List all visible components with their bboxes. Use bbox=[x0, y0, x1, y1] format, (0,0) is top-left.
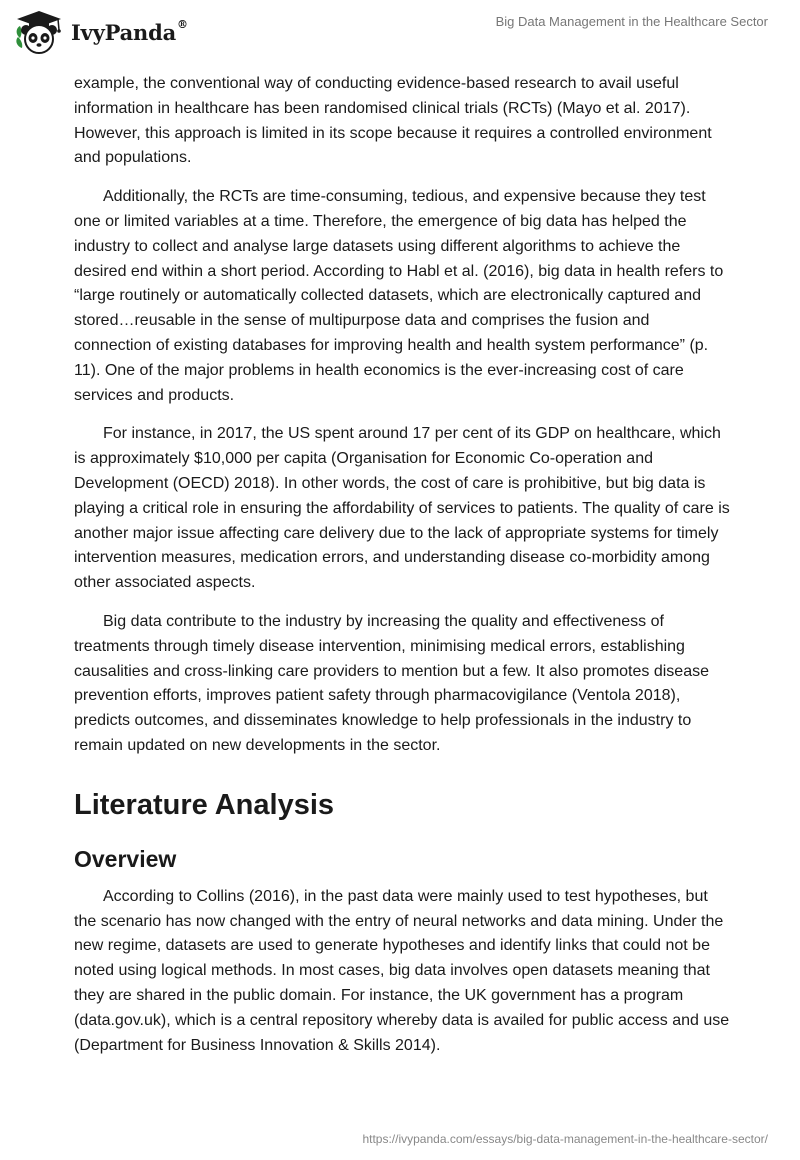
paragraph-3: For instance, in 2017, the US spent around 17 per cent of its GDP on healthcare, which is approximately $10,000 per capita (Organisation for Economic Co-operation and Development (OECD) 2018). In other words, the cost of care is prohibitive, but big data is playing a critical role in ensuring the affordability of services to patients. The quality of care is another major issue affecting care delivery due to the lack of appropriate systems for timely intervention measures, medication errors, and understanding disease co-morbidity among other associated aspects. bbox=[74, 425, 730, 592]
brand-label: IvyPanda bbox=[71, 19, 177, 45]
section-heading-literature-analysis: Literature Analysis bbox=[74, 788, 335, 821]
essay-content bbox=[74, 72, 730, 1072]
page-header bbox=[0, 0, 800, 66]
source-url-link[interactable]: https://ivypanda.com/essays/big-data-management-in-the-healthcare-sector/ bbox=[362, 1132, 768, 1146]
paragraph-2: Additionally, the RCTs are time-consuming, tedious, and expensive because they test one or limited variables at a time. Therefore, the emergence of big data has helped the industry to collect and analyse large datasets using different algorithms to achieve the desired end within a short period. According to Habl et al. (2016), big data in health refers to “large routinely or automatically collected datasets, which are electronically captured and stored…reusable in the sense of multipurpose data and comprises the fusion and connection of existing databases for improving health and health system performance” (p. 11). One of the major problems in health economics is the ever-increasing cost of care services and products. bbox=[74, 188, 724, 404]
subsection-heading-overview: Overview bbox=[74, 845, 177, 872]
paragraph-4: Big data contribute to the industry by increasing the quality and effectiveness of treatments through timely disease intervention, minimising medical errors, establishing causalities and cross-linking care providers to mention but a few. It also promotes disease prevention efforts, improves patient safety through pharmacovigilance (Ventola 2018), predicts outcomes, and disseminates knowledge to help professionals in the industry to remain updated on new developments in the sector. bbox=[74, 612, 709, 754]
ivypanda-logo[interactable] bbox=[14, 8, 188, 56]
panda-graduate-icon bbox=[14, 8, 64, 56]
registered-mark: ® bbox=[177, 17, 188, 31]
brand-name bbox=[71, 17, 188, 45]
document-title: Big Data Management in the Healthcare Sector bbox=[495, 14, 768, 29]
paragraph-1: example, the conventional way of conducting evidence-based research to avail useful information in healthcare has been randomised clinical trials (RCTs) (Mayo et al. 2017). However, this approach is limited in its scope because it requires a controlled environment and populations. bbox=[74, 75, 712, 167]
paragraph-5: According to Collins (2016), in the past data were mainly used to test hypotheses, but the scenario has now changed with the entry of neural networks and data mining. Under the new regime, datasets are used to generate hypotheses and identify links that could not be noted using logical methods. In most cases, big data involves open datasets meaning that they are shared in the public domain. For instance, the UK government has a program (data.gov.uk), which is a central repository whereby data is availed for public access and use (Department for Business Innovation & Skills 2014). bbox=[74, 887, 730, 1054]
